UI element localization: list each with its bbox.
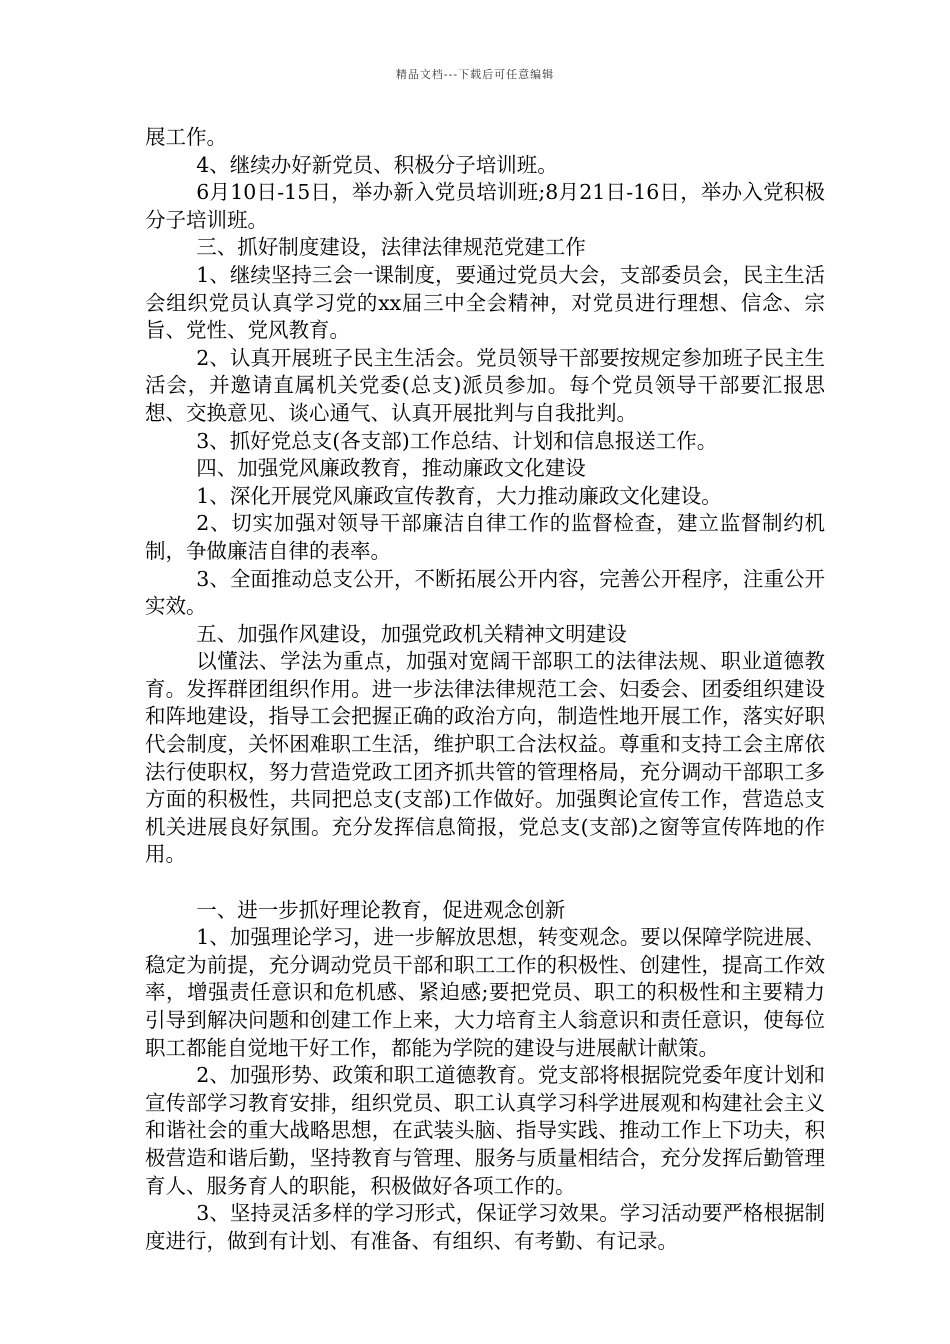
section-heading: 四、加强党风廉政教育，推动廉政文化建设	[196, 456, 586, 481]
section-heading: 一、进一步抓好理论教育，促进观念创新	[196, 897, 566, 922]
paragraph: 展工作。	[145, 125, 227, 149]
paragraph: 2、切实加强对领导干部廉洁自律工作的监督检查，建立监督制约机制，争做廉洁自律的表率。	[145, 511, 825, 563]
paragraph: 3、坚持灵活多样的学习形式，保证学习效果。学习活动要严格根据制度进行，做到有计划、有准备、有组织、有考勤、有记录。	[145, 1201, 825, 1253]
paragraph: 3、抓好党总支(各支部)工作总结、计划和信息报送工作。	[196, 428, 718, 453]
document-body	[145, 124, 825, 1255]
paragraph: 4、继续办好新党员、积极分子培训班。	[196, 152, 558, 177]
paragraph: 2、加强形势、政策和职工道德教育。党支部将根据院党委年度计划和宣传部学习教育安排，组织党员、职工认真学习科学进展观和构建社会主义和谐社会的重大战略思想，在武装头脑、指导实践、推动工作上下功夫，积极营造和谐后勤，坚持教育与管理、服务与质量相结合，充分发挥后勤管理育人、服务育人的职能，积极做好各项工作的。	[145, 1063, 825, 1198]
paragraph: 1、加强理论学习，进一步解放思想，转变观念。要以保障学院进展、稳定为前提，充分调动党员干部和职工工作的积极性、创建性，提高工作效率，增强责任意识和危机感、紧迫感;要把党员、职工的积极性和主要精力引导到解决问题和创建工作上来，大力培育主人翁意识和责任意识，使每位职工都能自觉地干好工作，都能为学院的建设与进展献计献策。	[145, 925, 825, 1060]
paragraph: 1、继续坚持三会一课制度，要通过党员大会，支部委员会，民主生活会组织党员认真学习党的xx届三中全会精神，对党员进行理想、信念、宗旨、党性、党风教育。	[145, 262, 825, 343]
paragraph: 2、认真开展班子民主生活会。党员领导干部要按规定参加班子民主生活会，并邀请直属机关党委(总支)派员参加。每个党员领导干部要汇报思想、交换意见、谈心通气、认真开展批判与自我批判。	[145, 345, 825, 425]
section-heading: 五、加强作风建设，加强党政机关精神文明建设	[196, 621, 627, 646]
paragraph: 1、深化开展党风廉政宣传教育，大力推动廉政文化建设。	[196, 483, 722, 508]
paragraph: 6月10日-15日，举办新入党员培训班;8月21日-16日，举办入党积极分子培训班。	[145, 180, 825, 232]
paragraph: 以懂法、学法为重点，加强对宽阔干部职工的法律法规、职业道德教育。发挥群团组织作用。进一步法律法律规范工会、妇委会、团委组织建设和阵地建设，指导工会把握正确的政治方向，制造性地开展工作，落实好职代会制度，关怀困难职工生活，维护职工合法权益。尊重和支持工会主席依法行使职权，努力营造党政工团齐抓共管的管理格局，充分调动干部职工多方面的积极性，共同把总支(支部)工作做好。加强舆论宣传工作，营造总支机关进展良好氛围。充分发挥信息简报，党总支(支部)之窗等宣传阵地的作用。	[145, 649, 825, 867]
section-heading: 三、抓好制度建设，法律法律规范党建工作	[196, 235, 586, 260]
paragraph: 3、全面推动总支公开，不断拓展公开内容，完善公开程序，注重公开实效。	[145, 566, 825, 619]
page-header: 精品文档---下载后可任意编辑	[395, 68, 555, 81]
blank-line	[145, 869, 825, 897]
